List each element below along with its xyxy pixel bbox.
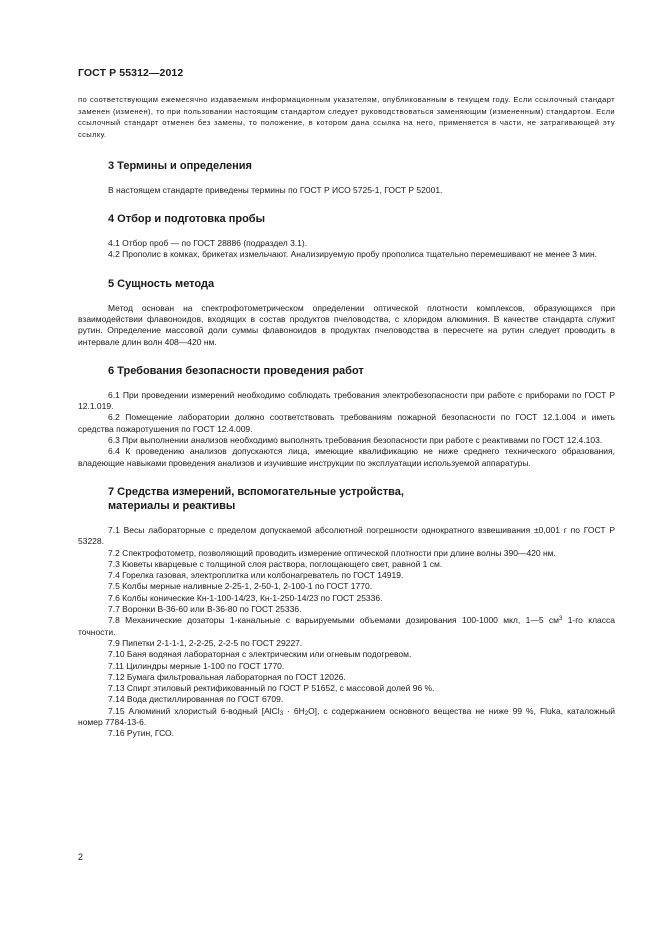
section-7-title-line1: 7 Средства измерений, вспомогательные устройства, — [108, 485, 404, 498]
section-7-title-line2: материалы и реактивы — [108, 499, 236, 512]
section-7-paragraph: 7.3 Кюветы кварцевые с толщиной слоя раствора, поглощающего свет, равной 1 см. — [108, 558, 443, 569]
page-content — [78, 94, 615, 740]
section-7-paragraph: 7.10 Баня водяная лабораторная с электрическим или огневым подогревом. — [108, 649, 412, 660]
intro-paragraph: по соответствующим ежемесячно издаваемым информационным указателям, опубликованным в текущем году. Если ссылочный стандарт заменен (изменен), то при пользовании настоящим стандартом следует руководствоваться заменяющим (измененным) стандартом. Если ссылочный стандарт отменен без замены, то положение, в котором дана ссылка на него, применяется в части, не затрагивающей эту ссылку. — [78, 95, 615, 140]
p78-superscript: 3 — [559, 616, 563, 623]
section-5-paragraph: Метод основан на спектрофотометрическом определении оптической плотности комплексов, образующихся при взаимодействии флавоноидов, входящих в состав продуктов пчеловодства, с хлоридом алюминия. В качестве стандарта служит рутин. Определение массовой доли суммы флавоноидов в продуктах пчеловодства в пересчете на рутин следует проводить в интервале длин волн 408—420 нм. — [78, 302, 615, 347]
section-6-paragraph: 6.4 К проведению анализов допускаются лица, имеющие квалификацию не ниже среднего технического образования, владеющие навыками проведения анализов и изучившие инструкции по эксплуатации используемой аппаратуры. — [78, 446, 615, 468]
section-7-paragraph: 7.7 Воронки В-36-60 или В-36-80 по ГОСТ 25336. — [108, 604, 302, 615]
p78-text-a: 7.8 Механические дозаторы 1-канальные с варьируемыми объемами дозирования 100-1000 мкл, 1—5 см — [108, 615, 559, 626]
page-number: 2 — [78, 852, 84, 862]
section-7-paragraph: 7.9 Пипетки 2-1-1-1, 2-2-25, 2-2-5 по ГОСТ 29227. — [108, 637, 303, 648]
p78-text-b: 1-го класса точности. — [78, 615, 615, 637]
p715-text-c: O], с содержанием основного вещества не ниже 99 %, Fluka, каталожный номер 7784-13-6. — [78, 705, 616, 728]
section-6-paragraph: 6.1 При проведении измерений необходимо соблюдать требования электробезопасности при работе с приборами по ГОСТ Р 12.1.019. — [78, 389, 615, 412]
section-4-title: 4 Отбор и подготовка пробы — [108, 213, 265, 226]
p715-subscript-1: 3 — [279, 710, 284, 717]
section-6 — [78, 364, 615, 469]
section-6-paragraph: 6.3 При выполнении анализов необходимо выполнять требования безопасности при работе с реактивами по ГОСТ 12.4.103. — [108, 435, 603, 446]
p715-text-b: · 6H — [283, 705, 305, 716]
section-7-paragraph: 7.16 Рутин, ГСО. — [108, 728, 175, 739]
section-4-paragraph: 4.1 Отбор проб — по ГОСТ 28886 (подраздел 3.1). — [108, 238, 308, 249]
section-7-paragraph: 7.11 Цилиндры мерные 1-100 по ГОСТ 1770. — [108, 660, 285, 671]
section-7-paragraph: 7.14 Вода дистиллированная по ГОСТ 6709. — [108, 694, 284, 705]
section-4 — [78, 212, 615, 261]
section-7-paragraph: 7.4 Горелка газовая, электроплитка или колбонагреватель по ГОСТ 14919. — [108, 570, 404, 581]
section-3-paragraph: В настоящем стандарте приведены термины по ГОСТ Р ИСО 5725-1, ГОСТ Р 52001. — [108, 184, 443, 195]
section-7-paragraph-7-8 — [78, 615, 615, 638]
section-7-paragraph: 7.5 Колбы мерные наливные 2-25-1, 2-50-1, 2-100-1 по ГОСТ 1770. — [108, 581, 373, 592]
section-6-paragraph: 6.2 Помещение лаборатории должно соответствовать требованиям пожарной безопасности по ГОСТ 12.1.004 и иметь средства пожаротушения по ГОСТ 12.4.009. — [78, 412, 615, 434]
section-7-paragraph: 7.2 Спектрофотометр, позволяющий проводить измерение оптической плотности при длине волны 390—420 нм. — [108, 547, 556, 558]
section-5-title: 5 Сущность метода — [108, 277, 215, 290]
section-7 — [78, 485, 615, 740]
section-7-paragraph: 7.1 Весы лабораторные с пределом допускаемой абсолютной погрешности однократного взвешивания ±0,001 г по ГОСТ Р 53228. — [78, 524, 615, 547]
section-7-paragraph: 7.6 Колбы конические Кн-1-100-14/23, Кн-1-250-14/23 по ГОСТ 25336. — [108, 592, 383, 603]
section-6-title: 6 Требования безопасности проведения работ — [108, 364, 364, 377]
document-header-id: ГОСТ Р 55312—2012 — [78, 67, 184, 79]
section-3-title: 3 Термины и определения — [108, 159, 252, 172]
p715-subscript-2: 2 — [304, 710, 309, 717]
section-7-paragraph: 7.13 Спирт этиловый ректификованный по ГОСТ Р 51652, с массовой долей 96 %. — [108, 683, 435, 694]
section-3 — [78, 159, 615, 196]
section-5 — [78, 277, 615, 348]
section-7-paragraph: 7.12 Бумага фильтровальная лабораторная по ГОСТ 12026. — [108, 671, 346, 682]
p715-text-a: 7.15 Алюминий хлористый 6-водный [AlCl — [108, 705, 280, 716]
section-7-paragraph-7-15 — [78, 706, 615, 729]
section-4-paragraph: 4.2 Прополис в комках, брикетах измельчают. Анализируемую пробу прополиса тщательно перемешивают не менее 3 мин. — [108, 249, 598, 260]
intro-text — [78, 94, 615, 141]
